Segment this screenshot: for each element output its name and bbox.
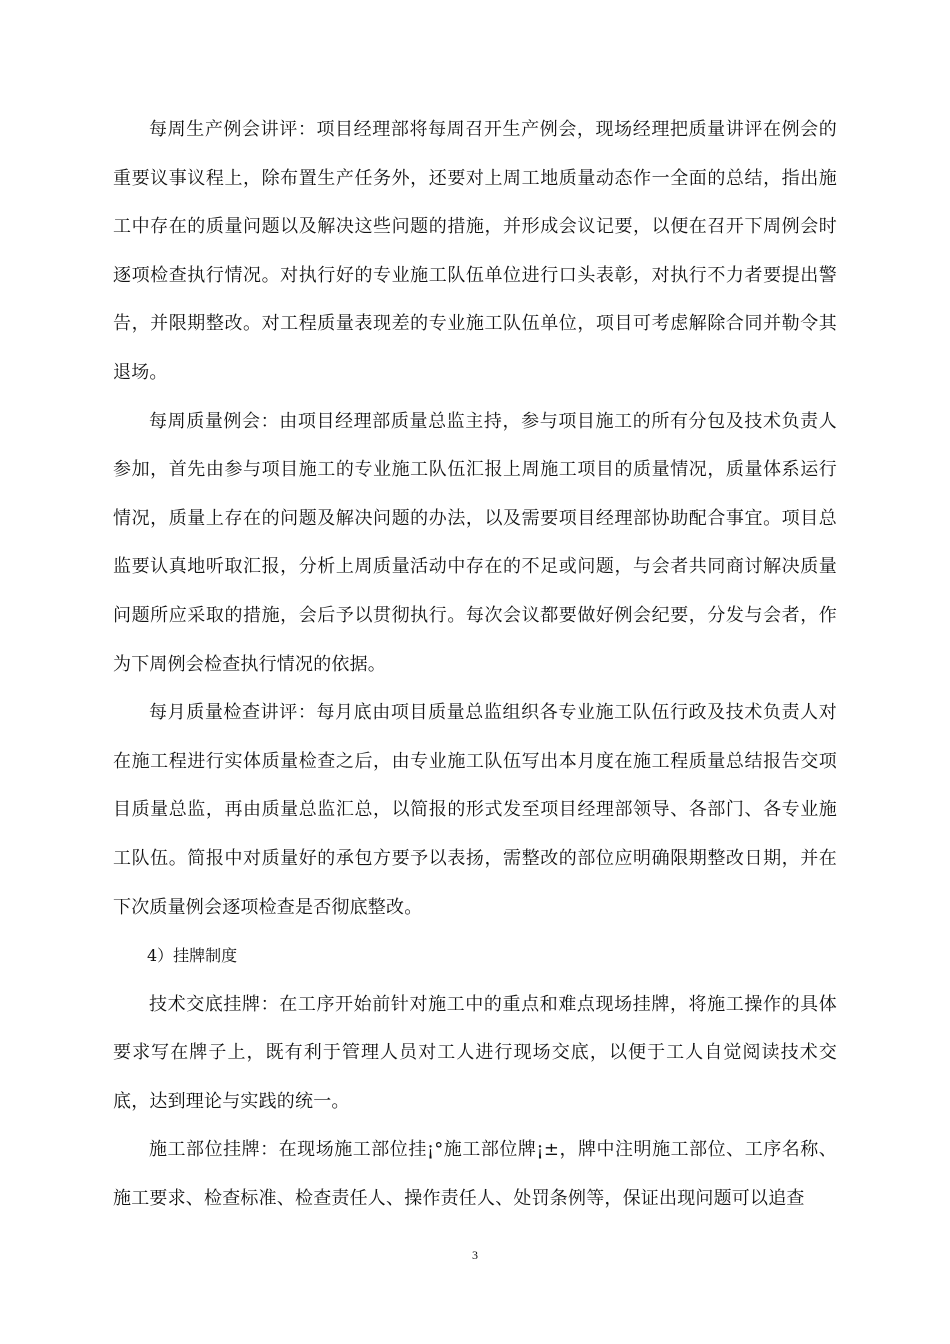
section-heading-signage-system: 4）挂牌制度 [147, 946, 238, 966]
paragraph-weekly-production-meeting: 每周生产例会讲评：项目经理部将每周召开生产例会，现场经理把质量讲评在例会的重要议事议程上，除布置生产任务外，还要对上周工地质量动态作一全面的总结，指出施工中存在的质量问题以及解决这些问题的措施，并形成会议记要，以便在召开下周例会时逐项检查执行情况。对执行好的专业施工队伍单位进行口头表彰，对执行不力者要提出警告，并限期整改。对工程质量表现差的专业施工队伍单位，项目可考虑解除合同并勒令其退场。 [113, 119, 837, 383]
paragraph-weekly-quality-meeting: 每周质量例会：由项目经理部质量总监主持，参与项目施工的所有分包及技术负责人参加，首先由参与项目施工的专业施工队伍汇报上周施工项目的质量情况，质量体系运行情况，质量上存在的问题及解决问题的办法，以及需要项目经理部协助配合事宜。项目总监要认真地听取汇报，分析上周质量活动中存在的不足或问题，与会者共同商讨解决质量问题所应采取的措施，会后予以贯彻执行。每次会议都要做好例会纪要，分发与会者，作为下周例会检查执行情况的依据。 [113, 410, 837, 675]
page-number: 3 [472, 1248, 478, 1262]
body-text [113, 106, 837, 1224]
paragraph-technical-briefing-signage: 技术交底挂牌：在工序开始前针对施工中的重点和难点现场挂牌，将施工操作的具体要求写在牌子上，既有利于管理人员对工人进行现场交底，以便于工人自觉阅读技术交底，达到理论与实践的统一。 [113, 993, 837, 1112]
paragraph-monthly-quality-inspection: 每月质量检查讲评：每月底由项目质量总监组织各专业施工队伍行政及技术负责人对在施工程进行实体质量检查之后，由专业施工队伍写出本月度在施工程质量总结报告交项目质量总监，再由质量总监汇总，以简报的形式发至项目经理部领导、各部门、各专业施工队伍。简报中对质量好的承包方要予以表扬，需整改的部位应明确限期整改日期，并在下次质量例会逐项检查是否彻底整改。 [113, 702, 837, 918]
paragraph-construction-location-signage: 施工部位挂牌：在现场施工部位挂¡°施工部位牌¡±，牌中注明施工部位、工序名称、施工要求、检查标准、检查责任人、操作责任人、处罚条例等，保证出现问题可以追查 [113, 1139, 837, 1210]
